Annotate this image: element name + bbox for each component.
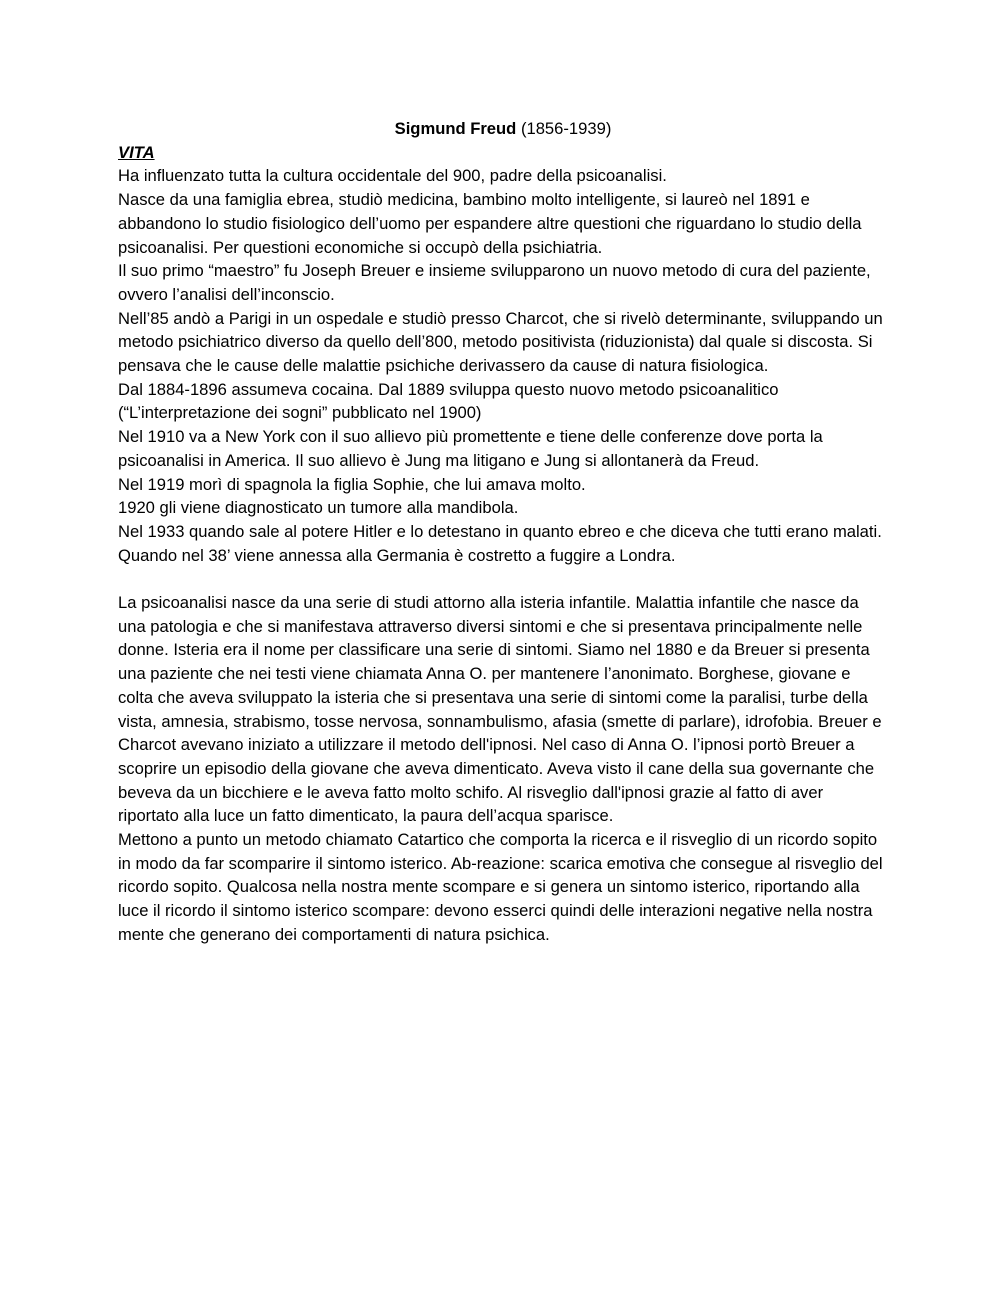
title-name: Sigmund Freud bbox=[394, 119, 517, 138]
vita-paragraph: Nel 1933 quando sale al potere Hitler e lo detestano in quanto ebreo e che diceva che tutti erano malati. Quando nel 38’ viene annessa alla Germania è costretto a fuggire a Londra. bbox=[118, 521, 882, 565]
vita-paragraph: Ha influenzato tutta la cultura occidentale del 900, padre della psicoanalisi. bbox=[118, 166, 667, 186]
psicoanalisi-paragraph: La psicoanalisi nasce da una serie di studi attorno alla isteria infantile. Malattia infantile che nasce da una patologia e che si manifestava attraverso diversi sintomi e che si presentava principalmente nelle donne. Isteria era il nome per classificare una serie di sintomi. Siamo nel 1880 e da Breuer si presenta una paziente che nei testi viene chiamata Anna O. per mantenere l’anonimato. Borghese, giovane e colta che aveva sviluppato la isteria che si presentava una serie di sintomi come la paralisi, turbe della vista, amnesia, strabismo, tosse nervosa, sonnambulismo, afasia (smette di parlare), idrofobia. Breuer e Charcot avevano iniziato a utilizzare il metodo dell'ipnosi. Nel caso di Anna O. l’ipnosi portò Breuer a scoprire un episodio della giovane che aveva dimenticato. Aveva visto il cane della sua governante che beveva da un bicchiere e le aveva fatto molto schifo. Al risveglio dall'ipnosi grazie al fatto di aver riportato alla luce un fatto dimenticato, la paura dell’acqua sparisce. bbox=[118, 593, 882, 826]
section-heading-vita: VITA bbox=[118, 142, 155, 162]
vita-paragraph: Dal 1884-1896 assumeva cocaina. Dal 1889 sviluppa questo nuovo metodo psicoanalitico (“L’interpretazione dei sogni” pubblicato nel 1900) bbox=[118, 379, 779, 423]
page-title bbox=[118, 117, 888, 141]
vita-paragraph: 1920 gli viene diagnosticato un tumore alla mandibola. bbox=[118, 498, 519, 518]
vita-paragraph: Nasce da una famiglia ebrea, studiò medicina, bambino molto intelligente, si laureò nel 1891 e abbandono lo studio fisiologico dell’uomo per espandere altre questioni che riguardano lo studio della psicoanalisi. Per questioni economiche si occupò della psichiatria. bbox=[118, 190, 862, 257]
vita-paragraph: Nell’85 andò a Parigi in un ospedale e studiò presso Charcot, che si rivelò determinante, sviluppando un metodo psichiatrico diverso da quello dell’800, metodo positivista (riduzionista) dal quale si discosta. Si pensava che le cause delle malattie psichiche derivassero da cause di natura fisiologica. bbox=[118, 308, 883, 376]
title-dates: (1856-1939) bbox=[520, 119, 612, 138]
vita-paragraph: Nel 1919 morì di spagnola la figlia Sophie, che lui amava molto. bbox=[118, 474, 586, 494]
document-body bbox=[118, 117, 888, 947]
vita-paragraph: Il suo primo “maestro” fu Joseph Breuer e insieme svilupparono un nuovo metodo di cura del paziente, ovvero l’analisi dell’inconscio. bbox=[118, 261, 871, 304]
paragraph-spacer bbox=[118, 567, 888, 591]
vita-paragraph: Nel 1910 va a New York con il suo allievo più promettente e tiene delle conferenze dove porta la psicoanalisi in America. Il suo allievo è Jung ma litigano e Jung si allontanerà da Freud. bbox=[118, 427, 823, 470]
psicoanalisi-paragraph: Mettono a punto un metodo chiamato Catartico che comporta la ricerca e il risveglio di un ricordo sopito in modo da far scomparire il sintomo isterico. Ab-reazione: scarica emotiva che consegue al risveglio del ricordo sopito. Qualcosa nella nostra mente scompare e si genera un sintomo isterico, riportando alla luce il ricordo il sintomo isterico scompare: devono esserci quindi delle interazioni negative nella nostra mente che generano dei comportamenti di natura psichica. bbox=[118, 830, 883, 944]
